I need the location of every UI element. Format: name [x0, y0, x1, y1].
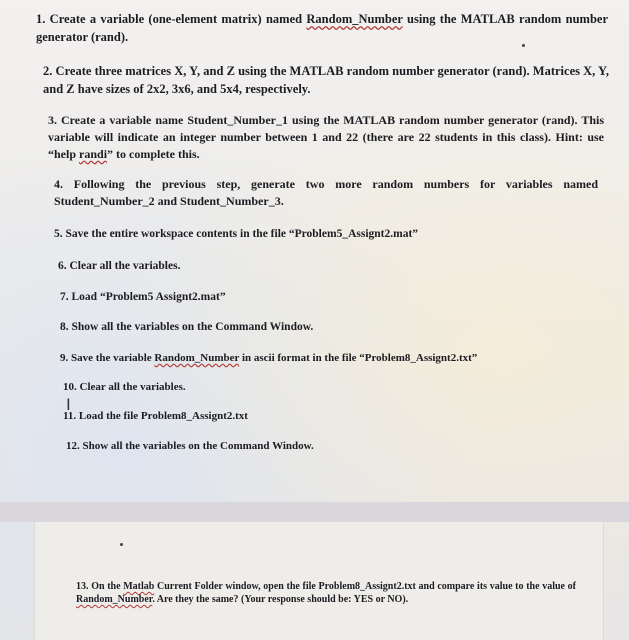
instruction-5: 5. Save the entire workspace contents in the file “Problem5_Assignt2.mat” — [54, 228, 419, 240]
instruction-8: 8. Show all the variables on the Command Window. — [60, 321, 314, 333]
variable-name: Random_Number — [76, 594, 153, 605]
variable-name: Random_Number — [154, 352, 240, 364]
instruction-number: 7. — [60, 291, 69, 303]
function-name: randi — [79, 147, 108, 161]
instruction-2: 2. Create three matrices X, Y, and Z using the MATLAB random number generator (rand). Matrices X, Y, and Z have sizes of 2x2, 3x6, and 5x4, respectively. — [43, 64, 609, 96]
instruction-number: 5. — [54, 228, 63, 240]
instruction-11: 11. Load the file Problem8_Assignt2.txt — [63, 410, 248, 422]
speck-mark — [120, 543, 123, 546]
text-cursor-icon: I — [66, 395, 71, 414]
instruction-4: 4. Following the previous step, generate two more random numbers for variables named Student_Number_2 and Student_Number_3. — [54, 177, 598, 208]
instruction-12: 12. Show all the variables on the Command Window. — [66, 440, 314, 452]
page-divider — [0, 502, 629, 522]
instruction-number: 6. — [58, 260, 67, 272]
instruction-number: 8. — [60, 321, 69, 333]
instruction-number: 12. — [66, 440, 80, 452]
instruction-number: 11. — [63, 410, 77, 422]
variable-name: Random_Number — [306, 12, 403, 26]
instruction-number: 9. — [60, 352, 69, 364]
instruction-7: 7. Load “Problem5 Assignt2.mat” — [60, 291, 226, 303]
instruction-3: 3. Create a variable name Student_Number_1 using the MATLAB random number generator (rand). This variable will indicate an integer number between 1 and 22 (there are 22 students in this class). Hint: use “help randi” to complete this. — [48, 113, 604, 161]
speck-mark — [522, 44, 525, 47]
instruction-13: 13. On the Matlab Current Folder window, open the file Problem8_Assignt2.txt and compare its value to the value of Random_Number. Are they the same? (Your response should be: YES or NO). — [76, 581, 576, 605]
instruction-6: 6. Clear all the variables. — [58, 260, 181, 272]
instruction-1: 1. Create a variable (one-element matrix) named Random_Number using the MATLAB random number generator (rand). — [36, 12, 608, 44]
instruction-10: 10. Clear all the variables. — [63, 381, 186, 393]
instruction-number: 3. — [48, 113, 57, 127]
software-name: Matlab — [123, 581, 155, 592]
instruction-number: 2. — [43, 64, 53, 78]
instruction-number: 1. — [36, 12, 46, 26]
instruction-number: 4. — [54, 177, 63, 191]
instruction-number: 13. — [76, 581, 89, 592]
instruction-number: 10. — [63, 381, 77, 393]
instruction-9: 9. Save the variable Random_Number in ascii format in the file “Problem8_Assignt2.txt” — [60, 352, 478, 364]
